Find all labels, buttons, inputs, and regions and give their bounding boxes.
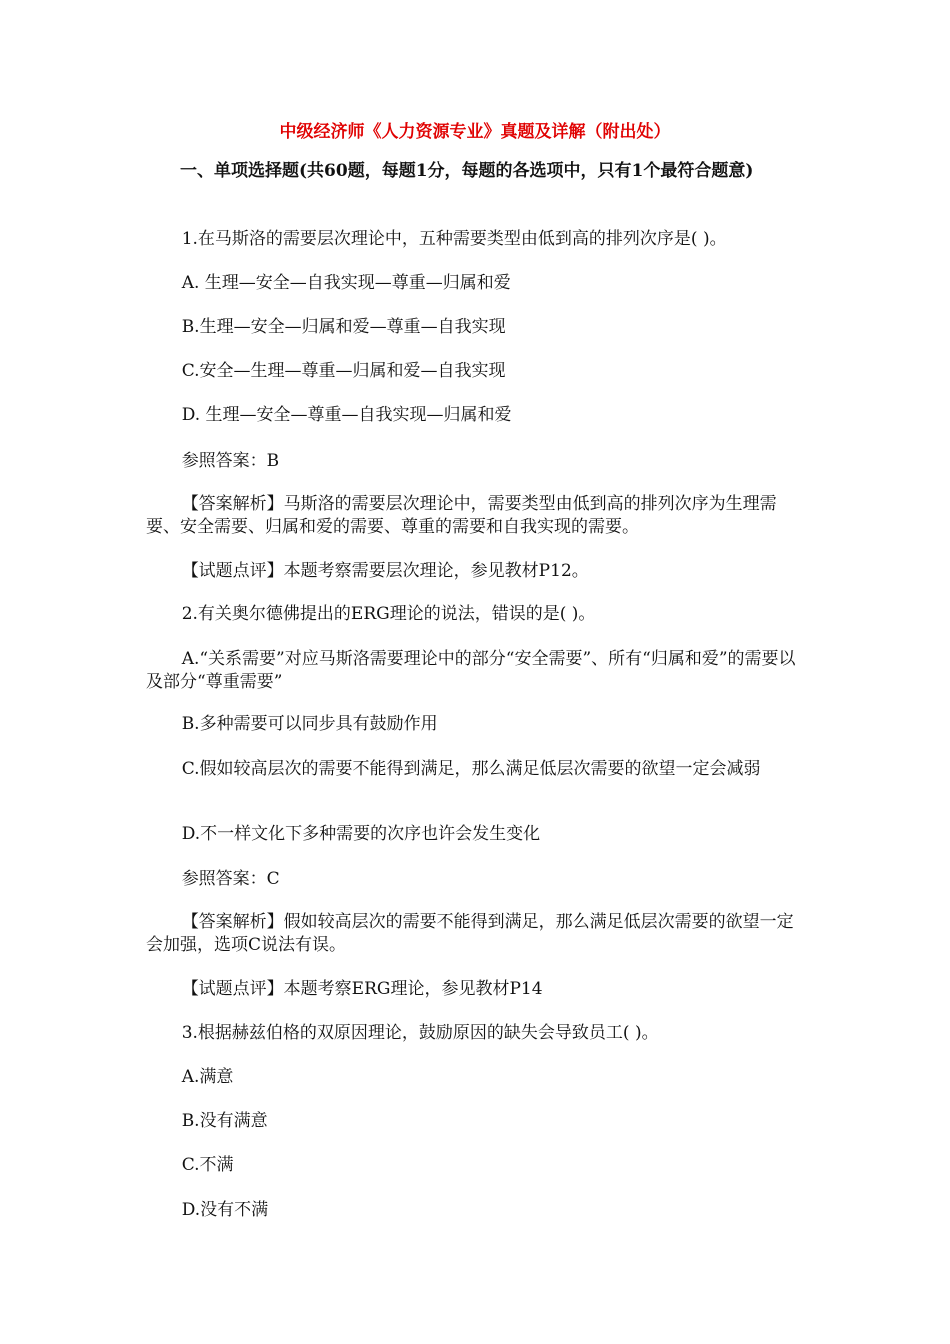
question-1-option-a: A. 生理—安全—自我实现—尊重—归属和爱 bbox=[181, 273, 511, 293]
question-2-answer: 参照答案：C bbox=[181, 869, 280, 889]
question-2-analysis: 【答案解析】假如较高层次的需要不能得到满足，那么满足低层次需要的欲望一定会加强，选项C说法有误。 bbox=[146, 912, 794, 955]
question-2-option-a: A.“关系需要”对应马斯洛需要理论中的部分“安全需要”、所有“归属和爱”的需要以及部分“尊重需要” bbox=[146, 649, 796, 692]
question-2-comment: 【试题点评】本题考察ERG理论，参见教材P14 bbox=[181, 979, 543, 999]
question-2-option-b: B.多种需要可以同步具有鼓励作用 bbox=[181, 714, 438, 734]
question-2-stem: 2.有关奥尔德佛提出的ERG理论的说法，错误的是( )。 bbox=[181, 604, 596, 624]
question-2-option-c: C.假如较高层次的需要不能得到满足，那么满足低层次需要的欲望一定会减弱 bbox=[181, 759, 761, 779]
question-1-option-b: B.生理—安全—归属和爱—尊重—自我实现 bbox=[181, 317, 506, 337]
document-title: 中级经济师《人力资源专业》真题及详解（附出处） bbox=[279, 122, 671, 142]
question-3-option-b: B.没有满意 bbox=[181, 1111, 268, 1131]
question-3-option-d: D.没有不满 bbox=[181, 1200, 269, 1220]
question-1-option-d: D. 生理—安全—尊重—自我实现—归属和爱 bbox=[181, 405, 512, 425]
question-1-analysis: 【答案解析】马斯洛的需要层次理论中，需要类型由低到高的排列次序为生理需要、安全需要、归属和爱的需要、尊重的需要和自我实现的需要。 bbox=[146, 494, 777, 537]
question-3-option-c: C.不满 bbox=[181, 1155, 234, 1175]
question-1-answer: 参照答案：B bbox=[181, 451, 280, 471]
question-1-option-c: C.安全—生理—尊重—归属和爱—自我实现 bbox=[181, 361, 506, 381]
question-2-option-d: D.不一样文化下多种需要的次序也许会发生变化 bbox=[181, 824, 541, 844]
question-3-stem: 3.根据赫兹伯格的双原因理论，鼓励原因的缺失会导致员工( )。 bbox=[181, 1023, 659, 1043]
question-3-option-a: A.满意 bbox=[181, 1067, 234, 1087]
section-heading: 一、单项选择题(共60题，每题1分，每题的各选项中，只有1个最符合题意) bbox=[180, 161, 754, 181]
question-1-stem: 1.在马斯洛的需要层次理论中，五种需要类型由低到高的排列次序是( )。 bbox=[181, 229, 727, 249]
question-1-comment: 【试题点评】本题考察需要层次理论，参见教材P12。 bbox=[181, 561, 589, 581]
